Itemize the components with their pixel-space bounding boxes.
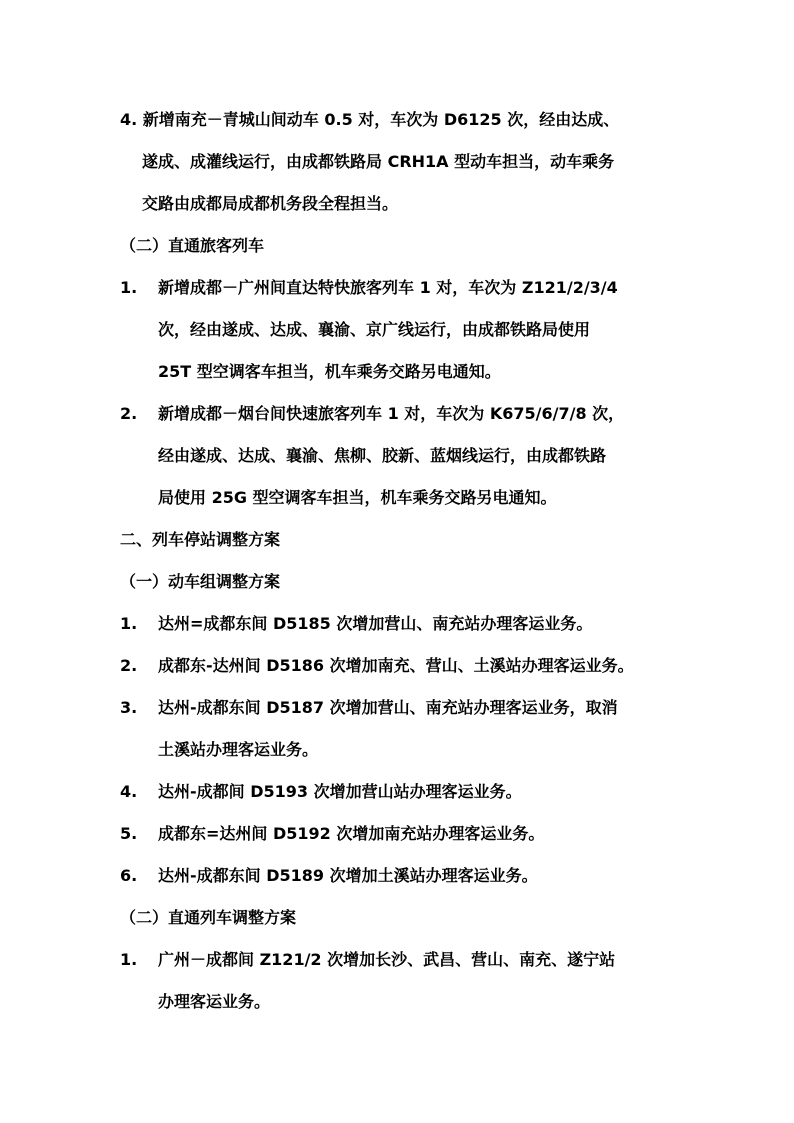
section-heading: （一）动车组调整方案 [120, 572, 281, 591]
section-heading: （二）直通旅客列车 [120, 236, 265, 255]
list-item [120, 404, 680, 424]
list-number: 2. [120, 656, 138, 675]
section-heading: 二、列车停站调整方案 [120, 530, 281, 549]
list-number: 1. [120, 614, 138, 633]
paragraph-line: 经由遂成、达成、襄渝、焦柳、胶新、蓝烟线运行，由成都铁路 [158, 446, 607, 465]
list-item [120, 866, 680, 886]
paragraph-line: 局使用 25G 型空调客车担当，机车乘务交路另电通知。 [158, 488, 557, 507]
list-number: 6. [120, 866, 138, 885]
paragraph-line: 遂成、成灌线运行，由成都铁路局 CRH1A 型动车担当，动车乘务 [142, 152, 615, 171]
list-item [120, 782, 680, 802]
list-text: 达州-成都间 D5193 次增加营山站办理客运业务。 [158, 782, 522, 801]
list-number: 1. [120, 278, 138, 297]
list-text: 新增成都－广州间直达特快旅客列车 1 对，车次为 Z121/2/3/4 [158, 278, 618, 297]
section-heading: （二）直通列车调整方案 [120, 908, 297, 927]
list-text: 新增成都－烟台间快速旅客列车 1 对，车次为 K675/6/7/8 次， [158, 404, 625, 423]
list-item [120, 614, 680, 634]
list-text: 广州－成都间 Z121/2 次增加长沙、武昌、营山、南充、遂宁站 [158, 950, 616, 969]
list-number: 1. [120, 950, 138, 969]
list-text: 成都东-达州间 D5186 次增加南充、营山、土溪站办理客运业务。 [158, 656, 634, 675]
paragraph-line: 次，经由遂成、达成、襄渝、京广线运行，由成都铁路局使用 [158, 320, 591, 339]
paragraph-line: 办理客运业务。 [158, 992, 271, 1011]
paragraph-line: 交路由成都局成都机务段全程担当。 [142, 194, 399, 213]
list-item [120, 698, 680, 718]
paragraph-line: 土溪站办理客运业务。 [158, 740, 319, 759]
list-item [120, 950, 680, 970]
list-text: 达州-成都东间 D5187 次增加营山、南充站办理客运业务，取消 [158, 698, 618, 717]
list-number: 4. [120, 782, 138, 801]
paragraph-line: 25T 型空调客车担当，机车乘务交路另电通知。 [158, 362, 501, 381]
list-text: 达州-成都东间 D5189 次增加土溪站办理客运业务。 [158, 866, 538, 885]
list-item [120, 656, 680, 676]
list-number: 2. [120, 404, 138, 423]
paragraph-line: 4. 新增南充－青城山间动车 0.5 对，车次为 D6125 次，经由达成、 [120, 110, 620, 129]
list-text: 成都东=达州间 D5192 次增加南充站办理客运业务。 [158, 824, 545, 843]
list-item [120, 824, 680, 844]
list-text: 达州=成都东间 D5185 次增加营山、南充站办理客运业务。 [158, 614, 593, 633]
list-item [120, 278, 680, 298]
list-number: 3. [120, 698, 138, 717]
list-number: 5. [120, 824, 138, 843]
